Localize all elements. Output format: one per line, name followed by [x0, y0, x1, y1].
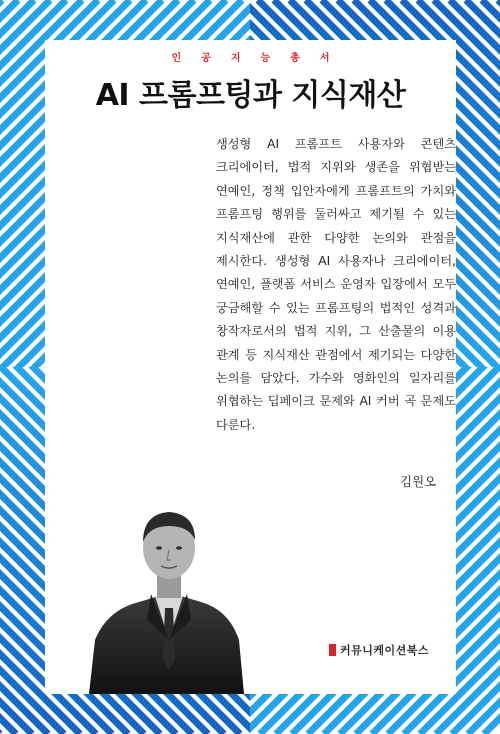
publisher-mark-icon [329, 644, 336, 656]
publisher-logo [329, 642, 429, 658]
publisher-name: 커뮤니케이션북스 [340, 644, 430, 657]
author-name: 김원오 [400, 474, 437, 489]
white-panel [45, 40, 456, 694]
book-title: AI 프롬프팅과 지식재산 [95, 78, 406, 113]
author-portrait [89, 490, 244, 694]
book-description: 생성형 AI 프롬프트 사용자와 콘텐츠 크리에이터, 법적 지위와 생존을 위협받는 연예인, 정책 입안자에게 프롬프트의 가치와 프롬프팅 행위를 둘러싸고 제기될 수 있는 지식재산에 관한 다양한 논의와 관점을 제시한다. 생성형 AI 사용자나 크리에이터, 연예인, 플랫폼 서비스 운영자 입장에서 모두 궁금해할 수 있는 프롬프팅의 법적인 성격과 창작자로서의 법적 지위, 그 산출물의 이용 관계 등 지식재산 관점에서 제기되는 다양한 논의를 담았다. 가수와 영화인의 일자리를 위협하는 딥페이크 문제와 AI 커버 곡 문제도 다룬다. [216, 137, 456, 432]
series-label: 인공지능총서 [171, 53, 350, 64]
